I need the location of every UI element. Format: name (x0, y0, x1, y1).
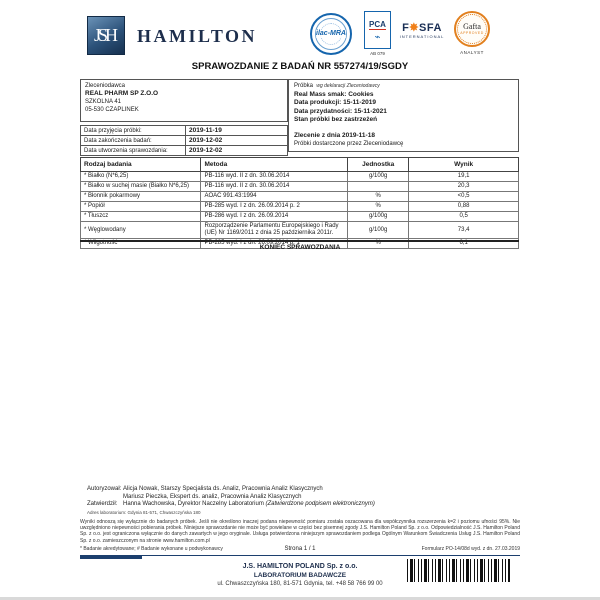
client-box (80, 79, 288, 122)
result-row (81, 212, 519, 222)
dates-table (80, 125, 288, 156)
date-value: 2019-12-02 (186, 136, 288, 146)
page-number: Strona 1 / 1 (284, 546, 316, 552)
gafta-approved-label: APPROVED (460, 31, 484, 35)
ilac-mra-label: ilac-MRA (316, 30, 346, 37)
date-label: Data zakończenia badań: (81, 136, 186, 146)
meta-row (80, 546, 520, 552)
results-column-header: Rodzaj badania (81, 158, 201, 172)
result-cell: PB-285 wyd. I z dn. 26.09.2014 p. 1 (201, 239, 348, 249)
form-number: Formularz PO-14/08d wyd. z dn. 27.03.2019 (421, 546, 521, 552)
auth-role-label: Zatwierdził: (87, 501, 118, 507)
ilac-mra-badge-icon (310, 13, 352, 55)
result-cell: % (348, 202, 409, 212)
order-line: Zlecenie z dnia 2019-11-18 (294, 131, 375, 139)
end-rule (80, 240, 519, 242)
result-cell: g/100g (348, 222, 409, 239)
delivery-line: Próbki dostarczone przez Zleceniodawcę (294, 141, 404, 147)
sample-line: Data produkcji: 15-11-2019 (294, 99, 377, 106)
client-name: REAL PHARM SP Z.O.O (85, 90, 159, 97)
result-cell: * Wilgotność (81, 239, 201, 249)
sample-box (288, 79, 519, 152)
auth-person: Hanna Wachowska, Dyrektor Naczelny Laboratorium (Zatwierdzone podpisem elektronicznym) (123, 501, 375, 507)
gafta-badge-icon (454, 11, 490, 47)
pca-badge-icon (364, 11, 391, 49)
result-cell: AOAC 991.43:1994 (201, 192, 348, 202)
result-cell: * Węglowodany (81, 222, 201, 239)
pca-accreditation-number: AB 079 (370, 51, 385, 56)
auth-person: Mariusz Pieczka, Ekspert ds. analiz, Pracownia Analiz Klasycznych (123, 493, 302, 500)
report-title: SPRAWOZDANIE Z BADAŃ NR 557274/19/SGDY (191, 61, 409, 72)
result-cell: g/100g (348, 212, 409, 222)
lab-address: Adres laboratorium: Gdynia 81-571, Chwaszczyńska 180 (87, 510, 201, 515)
gafta-analyst-label: ANALYST (460, 50, 484, 55)
result-cell: % (348, 192, 409, 202)
footer-rule-accent (80, 556, 142, 559)
result-cell: <0,5 (409, 192, 519, 202)
result-cell: PB-285 wyd. I z dn. 26.09.2014 p. 2 (201, 202, 348, 212)
auth-row (87, 494, 375, 502)
results-column-header: Wynik (409, 158, 519, 172)
date-label: Data przyjęcia próbki: (81, 126, 186, 136)
sample-line: Stan próbki bez zastrzeżeń (294, 116, 378, 123)
result-cell: % (348, 239, 409, 249)
date-value: 2019-12-02 (186, 146, 288, 156)
result-row (81, 172, 519, 182)
pca-accreditation-glyph-icon: ⌁ (374, 32, 381, 43)
client-label: Zleceniodawca (85, 83, 126, 89)
result-row (81, 202, 519, 212)
date-row (81, 126, 288, 136)
result-cell: * Białko (N*6,25) (81, 172, 201, 182)
date-row (81, 146, 288, 156)
auth-row (87, 486, 375, 494)
results-header-row (81, 158, 519, 172)
end-of-report-note: KONIEC SPRAWOZDANIA (259, 244, 341, 251)
client-address-line: SZKOLNA 41 (85, 99, 122, 105)
fosfa-label: F✸SFA (402, 22, 442, 34)
sample-line: Data przydatności: 15-11-2021 (294, 107, 387, 115)
footer-lab-name: LABORATORIUM BADAWCZE (253, 572, 347, 579)
results-table (80, 157, 519, 249)
sample-label: Próbka wg deklaracji Zleceniodawcy (294, 83, 380, 89)
sample-line: Real Mass smak: Cookies (294, 90, 374, 98)
auth-person: Alicja Nowak, Starszy Specjalista ds. Analiz, Pracownia Analiz Klasycznych (123, 486, 323, 492)
result-row (81, 192, 519, 202)
result-cell: 73,4 (409, 222, 519, 239)
footer-company-name: J.S. HAMILTON POLAND Sp. z o.o. (242, 563, 358, 570)
fosfa-sun-icon: ✸ (409, 22, 420, 34)
result-row (81, 182, 519, 192)
result-cell: * Popiół (81, 202, 201, 212)
auth-role-label: Autoryzował: (87, 486, 122, 492)
brand-name: HAMILTON (137, 26, 258, 46)
result-cell: PB-116 wyd. II z dn. 30.06.2014 (201, 172, 348, 182)
result-cell: * Białko w suchej masie (Białko N*6,25) (81, 182, 201, 192)
result-row (81, 222, 519, 239)
results-column-header: Jednostka (348, 158, 409, 172)
authorization-block (87, 486, 375, 509)
client-address-line: 05-530 CZAPLINEK (85, 107, 139, 113)
footer-address: ul. Chwaszczyńska 180, 81-571 Gdynia, tel. +48 58 766 99 00 (217, 581, 383, 587)
result-cell: 0,88 (409, 202, 519, 212)
result-cell: * Tłuszcz (81, 212, 201, 222)
date-label: Data utworzenia sprawozdania: (81, 146, 186, 156)
result-cell: PB-286 wyd. I z dn. 26.09.2014 (201, 212, 348, 222)
result-cell: g/100g (348, 172, 409, 182)
auth-role-label (87, 494, 123, 502)
barcode-icon (407, 559, 510, 582)
jsh-logo-icon: JSH (87, 16, 125, 55)
fosfa-sublabel: INTERNATIONAL (399, 34, 445, 39)
footer-rule (80, 555, 520, 556)
date-row (81, 136, 288, 146)
result-cell (348, 182, 409, 192)
legal-disclaimer: Wyniki odnoszą się wyłącznie do badanych próbek. Jeśli nie określono inaczej podana niepewność pomiaru została oszacowana dla współczynnika rozszerzenia k=2 i poziomu ufności 95%. Nie uwzględniono niepewności pobierania próbek. Niniejsze sprawozdanie nie może być powielane w części bez pisemnej zgody J.S. Hamilton Poland Sp. z o.o. Odpowiedzialność J.S. Hamilton Poland Sp. z o.o. jest ograniczona wyłącznie do danych zawartych w jego oryginale. Usługa potwierdzona niniejszym sprawozdaniem podlega Ogólnym Warunkom Świadczenia Usług J.S. Hamilton Poland Sp. z o.o. zamieszczonym na stronie www.hamilton.com.pl (80, 519, 520, 544)
sample-lines (294, 91, 513, 125)
results-column-header: Metoda (201, 158, 348, 172)
result-cell: 0,5 (409, 212, 519, 222)
pca-label: PCA (369, 20, 386, 29)
accreditation-note: * Badanie akredytowane; # Badanie wykonane u podwykonawcy (80, 546, 223, 552)
result-cell: 19,1 (409, 172, 519, 182)
result-cell: PB-116 wyd. II z dn. 30.06.2014 (201, 182, 348, 192)
auth-signature-note: (Zatwierdzone podpisem elektronicznym) (265, 501, 375, 507)
sample-declaration-note: wg deklaracji Zleceniodawcy (316, 83, 380, 89)
fosfa-badge-icon (398, 23, 446, 39)
date-value: 2019-11-19 (186, 126, 288, 136)
result-cell: Rozporządzenie Parlamentu Europejskiego i Rady (UE) Nr 1169/2011 z dnia 25 października 2011r. (201, 222, 348, 239)
auth-row (87, 501, 375, 509)
result-cell: 6,1 (409, 239, 519, 249)
gafta-label: Gafta (463, 22, 481, 31)
result-cell: * Błonnik pokarmowy (81, 192, 201, 202)
result-cell: 20,3 (409, 182, 519, 192)
